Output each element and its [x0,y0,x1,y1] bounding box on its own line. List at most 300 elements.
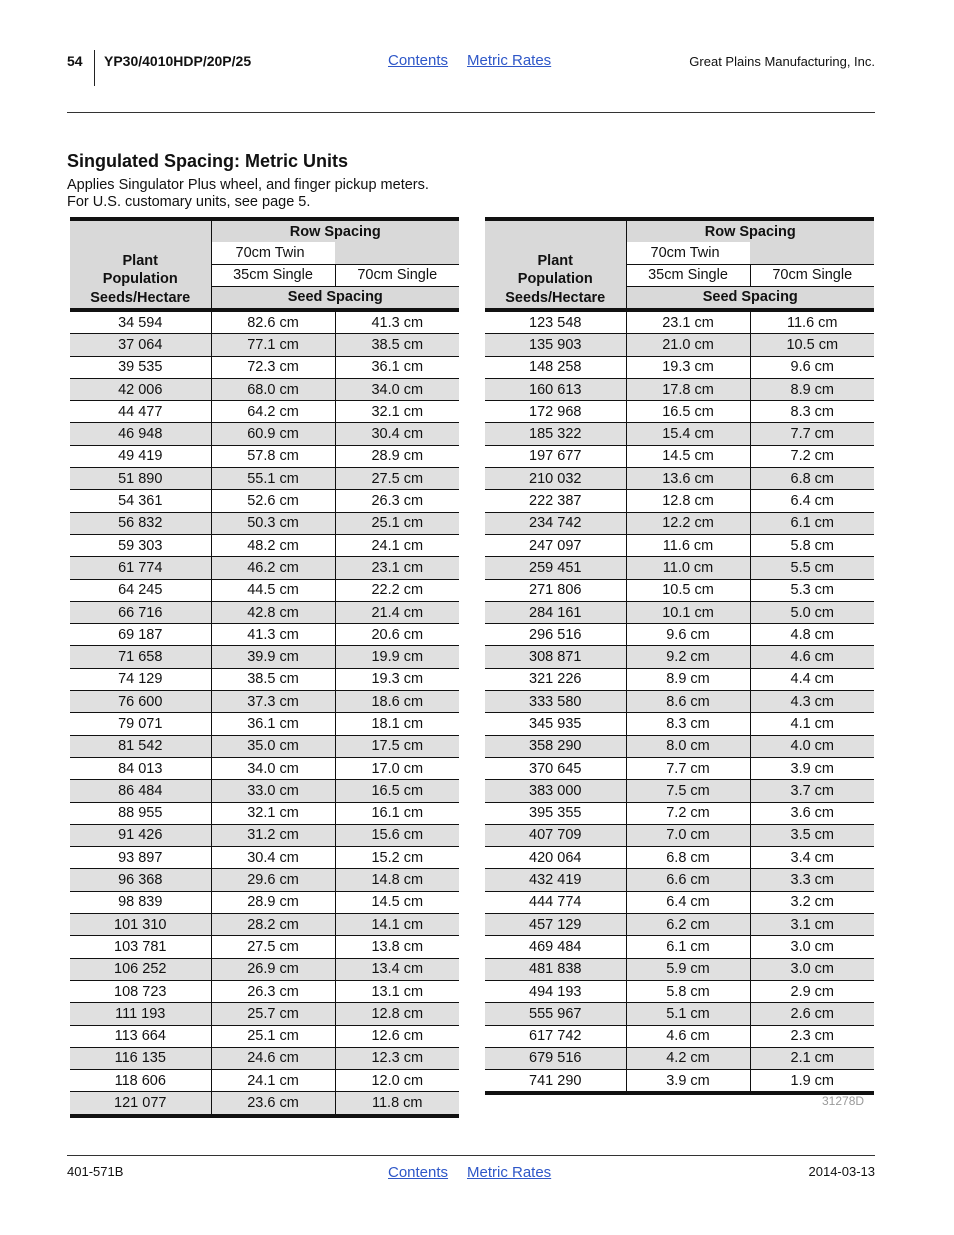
seed-spacing-70cm-cell: 13.8 cm [335,936,459,958]
single-35cm-header: 35cm Single [626,264,750,286]
table-row [70,601,459,623]
seed-spacing-35cm-cell: 7.0 cm [626,824,750,846]
seed-spacing-35cm-cell: 50.3 cm [211,512,335,534]
seed-spacing-35cm-cell: 24.6 cm [211,1047,335,1069]
row-spacing-header: Row Spacing [626,219,874,242]
contents-link[interactable]: Contents [388,1164,449,1181]
single-35cm-header: 35cm Single [211,264,335,286]
section-description [67,177,429,211]
footer-rule [67,1155,875,1156]
seed-spacing-35cm-cell: 6.6 cm [626,869,750,891]
seed-spacing-70cm-cell: 8.9 cm [750,378,874,400]
seed-spacing-35cm-cell: 36.1 cm [211,713,335,735]
table-row [485,802,874,824]
plant-population-cell: 34 594 [70,310,211,334]
plant-population-cell: 76 600 [70,691,211,713]
plant-population-cell: 123 548 [485,310,626,334]
seed-spacing-70cm-cell: 3.7 cm [750,780,874,802]
plant-population-cell: 39 535 [70,356,211,378]
plant-population-cell: 37 064 [70,334,211,356]
table-row [70,423,459,445]
plant-population-cell: 160 613 [485,378,626,400]
seed-spacing-70cm-cell: 8.3 cm [750,401,874,423]
plant-population-cell: 96 368 [70,869,211,891]
seed-spacing-70cm-cell: 11.6 cm [750,310,874,334]
seed-spacing-70cm-cell: 30.4 cm [335,423,459,445]
plant-population-cell: 66 716 [70,601,211,623]
table-row [70,557,459,579]
seed-spacing-35cm-cell: 35.0 cm [211,735,335,757]
plant-population-cell: 101 310 [70,914,211,936]
plant-population-cell: 88 955 [70,802,211,824]
plant-population-cell: 121 077 [70,1092,211,1116]
seed-spacing-35cm-cell: 44.5 cm [211,579,335,601]
plant-population-cell: 481 838 [485,958,626,980]
table-row [485,490,874,512]
single-70cm-header: 70cm Single [335,264,459,286]
table-row [485,423,874,445]
seed-spacing-35cm-cell: 12.2 cm [626,512,750,534]
plant-population-cell: 106 252 [70,958,211,980]
metric-rates-link[interactable]: Metric Rates [467,52,552,69]
seed-spacing-35cm-cell: 57.8 cm [211,445,335,467]
seed-spacing-35cm-cell: 25.1 cm [211,1025,335,1047]
plant-population-header: Plant Population Seeds/Hectare [70,219,211,310]
plant-population-cell: 42 006 [70,378,211,400]
table-row [485,1025,874,1047]
seed-spacing-35cm-cell: 8.0 cm [626,735,750,757]
table-row [70,534,459,556]
table-row [485,579,874,601]
seed-spacing-70cm-cell: 5.0 cm [750,601,874,623]
row-spacing-header: Row Spacing [211,219,459,242]
seed-spacing-35cm-cell: 60.9 cm [211,423,335,445]
table-row [485,891,874,913]
table-row [485,468,874,490]
seed-spacing-70cm-cell: 27.5 cm [335,468,459,490]
table-row [485,601,874,623]
table-row [70,1070,459,1092]
seed-spacing-70cm-cell: 11.8 cm [335,1092,459,1116]
seed-spacing-70cm-cell: 24.1 cm [335,534,459,556]
seed-spacing-70cm-cell: 10.5 cm [750,334,874,356]
seed-spacing-70cm-cell: 7.2 cm [750,445,874,467]
plant-population-cell: 71 658 [70,646,211,668]
seed-spacing-35cm-cell: 37.3 cm [211,691,335,713]
seed-spacing-70cm-cell: 3.6 cm [750,802,874,824]
seed-spacing-70cm-cell: 19.3 cm [335,668,459,690]
seed-spacing-35cm-cell: 48.2 cm [211,534,335,556]
seed-spacing-70cm-cell: 14.1 cm [335,914,459,936]
table-row [70,356,459,378]
seed-spacing-35cm-cell: 41.3 cm [211,624,335,646]
seed-spacing-70cm-cell: 5.5 cm [750,557,874,579]
seed-spacing-70cm-cell: 3.0 cm [750,958,874,980]
table-row [485,824,874,846]
plant-population-cell: 185 322 [485,423,626,445]
table-row [70,668,459,690]
table-row [70,757,459,779]
seed-spacing-70cm-cell: 36.1 cm [335,356,459,378]
plant-population-cell: 86 484 [70,780,211,802]
table-body [485,310,874,1093]
header-divider [94,50,95,86]
table-body [70,310,459,1116]
seed-spacing-70cm-cell: 25.1 cm [335,512,459,534]
seed-spacing-35cm-cell: 26.3 cm [211,980,335,1002]
seed-spacing-70cm-cell: 13.4 cm [335,958,459,980]
plant-population-cell: 679 516 [485,1047,626,1069]
table-row [485,378,874,400]
seed-spacing-35cm-cell: 6.2 cm [626,914,750,936]
plant-population-cell: 321 226 [485,668,626,690]
table-row [485,958,874,980]
seed-spacing-35cm-cell: 16.5 cm [626,401,750,423]
plant-population-cell: 383 000 [485,780,626,802]
table-row [70,579,459,601]
seed-spacing-35cm-cell: 12.8 cm [626,490,750,512]
seed-spacing-70cm-cell: 9.6 cm [750,356,874,378]
seed-spacing-70cm-cell: 5.8 cm [750,534,874,556]
seed-spacing-35cm-cell: 4.6 cm [626,1025,750,1047]
table-row [485,757,874,779]
plant-population-cell: 118 606 [70,1070,211,1092]
plant-population-cell: 247 097 [485,534,626,556]
plant-population-cell: 54 361 [70,490,211,512]
seed-spacing-70cm-cell: 3.3 cm [750,869,874,891]
plant-population-cell: 469 484 [485,936,626,958]
seed-spacing-35cm-cell: 8.9 cm [626,668,750,690]
plant-population-cell: 617 742 [485,1025,626,1047]
seed-spacing-70cm-cell: 2.6 cm [750,1003,874,1025]
seed-spacing-70cm-cell: 23.1 cm [335,557,459,579]
table-row [485,847,874,869]
plant-population-cell: 51 890 [70,468,211,490]
seed-spacing-70cm-cell: 14.5 cm [335,891,459,913]
table-header [485,219,874,310]
seed-spacing-35cm-cell: 77.1 cm [211,334,335,356]
plant-population-cell: 84 013 [70,757,211,779]
plant-population-cell: 93 897 [70,847,211,869]
seed-spacing-35cm-cell: 9.6 cm [626,624,750,646]
seed-spacing-70cm-cell: 16.1 cm [335,802,459,824]
plant-population-cell: 46 948 [70,423,211,445]
seed-spacing-35cm-cell: 8.6 cm [626,691,750,713]
seed-spacing-35cm-cell: 7.5 cm [626,780,750,802]
table-row [485,401,874,423]
seed-spacing-35cm-cell: 5.1 cm [626,1003,750,1025]
seed-spacing-35cm-cell: 10.1 cm [626,601,750,623]
seed-spacing-35cm-cell: 29.6 cm [211,869,335,891]
table-row [70,445,459,467]
seed-spacing-35cm-cell: 32.1 cm [211,802,335,824]
table-row [70,936,459,958]
plant-population-cell: 116 135 [70,1047,211,1069]
seed-spacing-70cm-cell: 18.6 cm [335,691,459,713]
seed-spacing-35cm-cell: 3.9 cm [626,1070,750,1094]
seed-spacing-70cm-cell: 20.6 cm [335,624,459,646]
table-row [485,334,874,356]
table-row [70,914,459,936]
seed-spacing-70cm-cell: 12.3 cm [335,1047,459,1069]
table-row [485,1070,874,1094]
plant-population-cell: 296 516 [485,624,626,646]
page-number: 54 [67,53,83,69]
single-70cm-header: 70cm Single [750,264,874,286]
seed-spacing-35cm-cell: 9.2 cm [626,646,750,668]
table-row [70,1092,459,1116]
table-row [70,847,459,869]
seed-spacing-70cm-cell: 19.9 cm [335,646,459,668]
seed-spacing-35cm-cell: 52.6 cm [211,490,335,512]
plant-population-cell: 111 193 [70,1003,211,1025]
seed-spacing-35cm-cell: 7.7 cm [626,757,750,779]
plant-population-cell: 370 645 [485,757,626,779]
seed-spacing-35cm-cell: 17.8 cm [626,378,750,400]
seed-spacing-70cm-cell: 6.4 cm [750,490,874,512]
seed-spacing-70cm-cell: 4.0 cm [750,735,874,757]
seed-spacing-70cm-cell: 7.7 cm [750,423,874,445]
plant-population-cell: 69 187 [70,624,211,646]
description-line-1: Applies Singulator Plus wheel, and finger pickup meters. [67,177,429,193]
table-row [70,401,459,423]
seed-spacing-70cm-cell: 15.6 cm [335,824,459,846]
seed-spacing-35cm-cell: 5.8 cm [626,980,750,1002]
plant-population-cell: 444 774 [485,891,626,913]
seed-spacing-35cm-cell: 38.5 cm [211,668,335,690]
table-row [70,1025,459,1047]
plant-population-cell: 222 387 [485,490,626,512]
table-row [485,735,874,757]
seed-spacing-35cm-cell: 4.2 cm [626,1047,750,1069]
publication-date: 2014-03-13 [808,1164,875,1179]
plant-population-cell: 234 742 [485,512,626,534]
seed-spacing-35cm-cell: 34.0 cm [211,757,335,779]
seed-spacing-70cm-cell: 28.9 cm [335,445,459,467]
seed-spacing-70cm-cell: 2.9 cm [750,980,874,1002]
spacing-table-right [485,217,874,1095]
seed-spacing-35cm-cell: 21.0 cm [626,334,750,356]
table-row [485,869,874,891]
twin-70cm-header: 70cm Twin [626,242,750,264]
seed-spacing-70cm-cell: 4.1 cm [750,713,874,735]
seed-spacing-35cm-cell: 23.6 cm [211,1092,335,1116]
seed-spacing-35cm-cell: 39.9 cm [211,646,335,668]
figure-reference: 31278D [822,1094,865,1108]
twin-header-spacer [750,242,874,264]
seed-spacing-35cm-cell: 30.4 cm [211,847,335,869]
plant-population-cell: 81 542 [70,735,211,757]
seed-spacing-70cm-cell: 14.8 cm [335,869,459,891]
seed-spacing-35cm-cell: 5.9 cm [626,958,750,980]
table-row [70,735,459,757]
seed-spacing-35cm-cell: 23.1 cm [626,310,750,334]
plant-population-cell: 56 832 [70,512,211,534]
seed-spacing-70cm-cell: 26.3 cm [335,490,459,512]
plant-population-cell: 91 426 [70,824,211,846]
table-row [485,691,874,713]
table-row [485,936,874,958]
seed-spacing-70cm-cell: 1.9 cm [750,1070,874,1094]
table-row [70,802,459,824]
seed-spacing-70cm-cell: 12.6 cm [335,1025,459,1047]
seed-spacing-35cm-cell: 11.0 cm [626,557,750,579]
seed-spacing-70cm-cell: 5.3 cm [750,579,874,601]
table-row [485,980,874,1002]
plant-population-cell: 64 245 [70,579,211,601]
section-title: Singulated Spacing: Metric Units [67,151,349,171]
table-row [70,958,459,980]
seed-spacing-35cm-cell: 6.1 cm [626,936,750,958]
table-row [70,1003,459,1025]
plant-population-cell: 432 419 [485,869,626,891]
table-row [70,824,459,846]
model-title: YP30/4010HDP/20P/25 [104,53,252,69]
seed-spacing-35cm-cell: 24.1 cm [211,1070,335,1092]
plant-population-cell: 59 303 [70,534,211,556]
contents-link[interactable]: Contents [388,52,449,69]
seed-spacing-70cm-cell: 12.0 cm [335,1070,459,1092]
table-row [70,646,459,668]
plant-population-cell: 494 193 [485,980,626,1002]
seed-spacing-35cm-cell: 15.4 cm [626,423,750,445]
seed-spacing-70cm-cell: 22.2 cm [335,579,459,601]
plant-population-cell: 44 477 [70,401,211,423]
seed-spacing-35cm-cell: 72.3 cm [211,356,335,378]
table-row [70,691,459,713]
page-footer [67,1162,875,1186]
seed-spacing-70cm-cell: 32.1 cm [335,401,459,423]
seed-spacing-70cm-cell: 15.2 cm [335,847,459,869]
plant-population-header: Plant Population Seeds/Hectare [485,219,626,310]
seed-spacing-35cm-cell: 13.6 cm [626,468,750,490]
table-row [485,445,874,467]
table-row [70,378,459,400]
spacing-table-left [70,217,459,1118]
seed-spacing-70cm-cell: 16.5 cm [335,780,459,802]
plant-population-cell: 333 580 [485,691,626,713]
seed-spacing-70cm-cell: 13.1 cm [335,980,459,1002]
seed-spacing-70cm-cell: 4.3 cm [750,691,874,713]
plant-population-cell: 135 903 [485,334,626,356]
table-row [70,512,459,534]
table-row [70,980,459,1002]
table-row [485,534,874,556]
seed-spacing-35cm-cell: 14.5 cm [626,445,750,467]
plant-population-cell: 407 709 [485,824,626,846]
seed-spacing-70cm-cell: 2.3 cm [750,1025,874,1047]
seed-spacing-35cm-cell: 25.7 cm [211,1003,335,1025]
table-row [485,1003,874,1025]
seed-spacing-35cm-cell: 46.2 cm [211,557,335,579]
seed-spacing-35cm-cell: 27.5 cm [211,936,335,958]
seed-spacing-70cm-cell: 3.9 cm [750,757,874,779]
plant-population-cell: 103 781 [70,936,211,958]
description-line-2: For U.S. customary units, see page 5. [67,194,311,210]
table-row [70,1047,459,1069]
table-row [70,891,459,913]
seed-spacing-70cm-cell: 34.0 cm [335,378,459,400]
table-row [485,356,874,378]
page-header [67,50,875,90]
plant-population-cell: 259 451 [485,557,626,579]
seed-spacing-35cm-cell: 42.8 cm [211,601,335,623]
table-row [70,869,459,891]
company-name: Great Plains Manufacturing, Inc. [689,54,875,69]
seed-spacing-35cm-cell: 8.3 cm [626,713,750,735]
plant-population-cell: 271 806 [485,579,626,601]
plant-population-cell: 308 871 [485,646,626,668]
plant-population-cell: 148 258 [485,356,626,378]
table-row [485,646,874,668]
seed-spacing-35cm-cell: 19.3 cm [626,356,750,378]
seed-spacing-35cm-cell: 7.2 cm [626,802,750,824]
seed-spacing-70cm-cell: 6.8 cm [750,468,874,490]
plant-population-cell: 98 839 [70,891,211,913]
plant-population-cell: 741 290 [485,1070,626,1094]
document-number: 401-571B [67,1164,124,1179]
seed-spacing-70cm-cell: 2.1 cm [750,1047,874,1069]
seed-spacing-35cm-cell: 68.0 cm [211,378,335,400]
twin-header-spacer [335,242,459,264]
plant-population-cell: 358 290 [485,735,626,757]
seed-spacing-70cm-cell: 17.5 cm [335,735,459,757]
table-row [70,713,459,735]
table-row [70,490,459,512]
table-row [70,780,459,802]
plant-population-cell: 172 968 [485,401,626,423]
seed-spacing-35cm-cell: 11.6 cm [626,534,750,556]
seed-spacing-70cm-cell: 4.4 cm [750,668,874,690]
plant-population-cell: 49 419 [70,445,211,467]
seed-spacing-header: Seed Spacing [211,286,459,310]
table-row [70,334,459,356]
seed-spacing-35cm-cell: 26.9 cm [211,958,335,980]
seed-spacing-35cm-cell: 55.1 cm [211,468,335,490]
seed-spacing-35cm-cell: 64.2 cm [211,401,335,423]
plant-population-cell: 457 129 [485,914,626,936]
seed-spacing-35cm-cell: 28.9 cm [211,891,335,913]
seed-spacing-35cm-cell: 28.2 cm [211,914,335,936]
seed-spacing-70cm-cell: 12.8 cm [335,1003,459,1025]
seed-spacing-70cm-cell: 4.6 cm [750,646,874,668]
plant-population-cell: 210 032 [485,468,626,490]
seed-spacing-70cm-cell: 6.1 cm [750,512,874,534]
plant-population-cell: 61 774 [70,557,211,579]
table-row [70,310,459,334]
plant-population-cell: 555 967 [485,1003,626,1025]
seed-spacing-70cm-cell: 21.4 cm [335,601,459,623]
table-row [485,713,874,735]
plant-population-cell: 395 355 [485,802,626,824]
seed-spacing-35cm-cell: 31.2 cm [211,824,335,846]
seed-spacing-70cm-cell: 3.4 cm [750,847,874,869]
metric-rates-link[interactable]: Metric Rates [467,1164,552,1181]
seed-spacing-70cm-cell: 3.5 cm [750,824,874,846]
seed-spacing-70cm-cell: 3.0 cm [750,936,874,958]
seed-spacing-70cm-cell: 3.1 cm [750,914,874,936]
plant-population-cell: 79 071 [70,713,211,735]
plant-population-cell: 420 064 [485,847,626,869]
plant-population-cell: 284 161 [485,601,626,623]
seed-spacing-35cm-cell: 33.0 cm [211,780,335,802]
table-row [70,468,459,490]
seed-spacing-35cm-cell: 10.5 cm [626,579,750,601]
table-header [70,219,459,310]
plant-population-cell: 113 664 [70,1025,211,1047]
table-row [485,1047,874,1069]
seed-spacing-35cm-cell: 6.4 cm [626,891,750,913]
